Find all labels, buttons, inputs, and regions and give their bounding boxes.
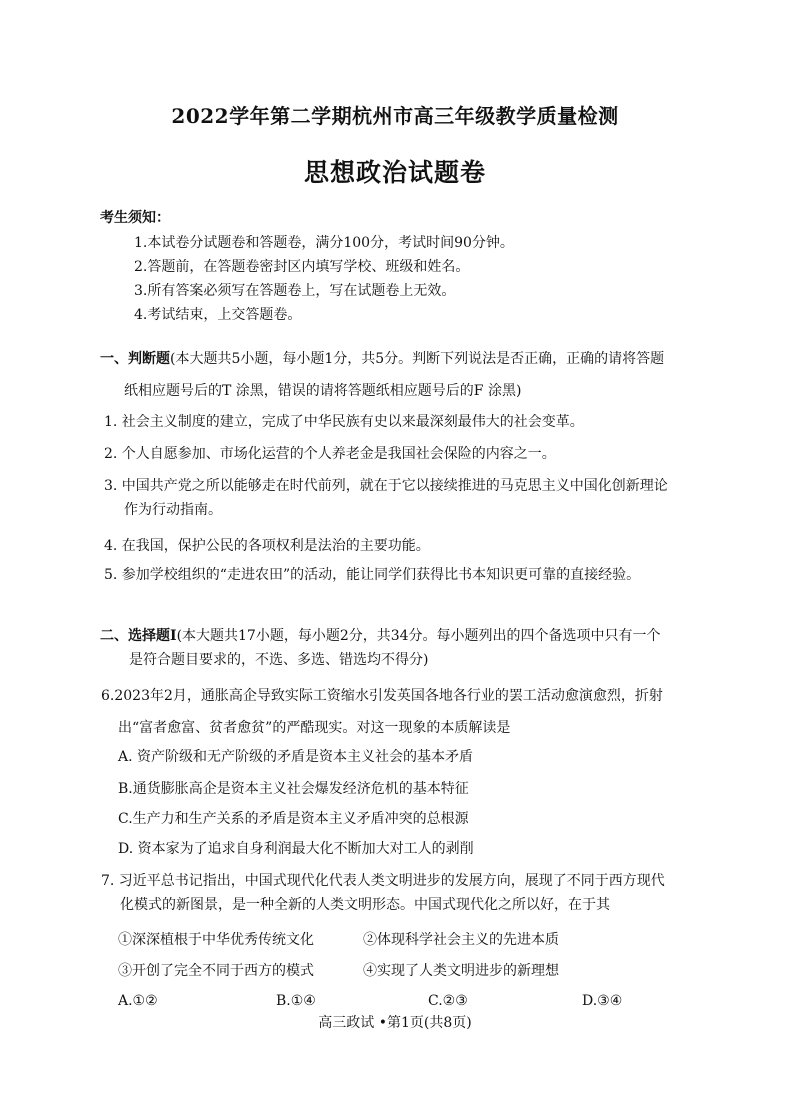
section1-label: 一、判断题: [100, 351, 170, 367]
question-2: 2. 个人自愿参加、市场化运营的个人养老金是我国社会保险的内容之一。: [104, 446, 556, 462]
question-1: 1. 社会主义制度的建立，完成了中华民族有史以来最深刻最伟大的社会变革。: [104, 414, 584, 430]
q6-option-a: A. 资产阶级和无产阶级的矛盾是资本主义社会的基本矛盾: [118, 749, 474, 765]
q7-item-4: ④实现了人类文明进步的新理想: [363, 963, 559, 979]
section1-instructions-cont: 纸相应题号后的T 涂黑，错误的请将答题纸相应题号后的F 涂黑): [124, 383, 522, 399]
section2-instructions: (本大题共17小题，每小题2分，共34分。每小题列出的四个备选项中只有一个: [176, 628, 661, 644]
section2-header: [100, 627, 661, 645]
q7-choice-a: A.①②: [118, 993, 158, 1009]
q6-option-c: C.生产力和生产关系的矛盾是资本主义矛盾冲突的总根源: [118, 811, 469, 827]
q7-item-3: ③开创了完全不同于西方的模式: [118, 963, 314, 979]
exam-subtitle: 思想政治试题卷: [303, 158, 486, 187]
notice-item: 2.答题前，在答题卷密封区内填写学校、班级和姓名。: [134, 259, 470, 275]
q7-item-1: ①深深植根于中华优秀传统文化: [118, 932, 314, 948]
question-6: 6.2023年2月，通胀高企导致实际工资缩水引发英国各地各行业的罢工活动愈演愈烈，折射: [101, 688, 663, 704]
q7-item-2: ②体现科学社会主义的先进本质: [363, 932, 559, 948]
exam-title: 2022学年第二学期杭州市高三年级教学质量检测: [171, 104, 619, 128]
q6-option-d: D. 资本家为了追求自身利润最大化不断加大对工人的剥削: [118, 841, 474, 857]
question-5: 5. 参加学校组织的“走进农田”的活动，能让同学们获得比书本知识更可靠的直接经验。: [104, 567, 641, 583]
notice-heading: 考生须知：: [100, 210, 170, 226]
notice-item: 3.所有答案必须写在答题卷上，写在试题卷上无效。: [134, 283, 456, 299]
q7-choice-c: C.②③: [428, 993, 468, 1009]
question-3: 3. 中国共产党之所以能够走在时代前列，就在于它以接续推进的马克思主义中国化创新理论: [104, 478, 668, 494]
question-7: 7. 习近平总书记指出，中国式现代化代表人类文明进步的发展方向，展现了不同于西方现代: [101, 873, 665, 889]
q7-choice-d: D.③④: [582, 993, 623, 1009]
page-footer: 高三政试 •第1页(共8页): [318, 1015, 472, 1031]
q7-choice-b: B.①④: [276, 993, 316, 1009]
section2-label: 二、选择题Ⅰ: [100, 628, 177, 644]
q6-option-b: B.通货膨胀高企是资本主义社会爆发经济危机的基本特征: [118, 781, 469, 797]
section1-header: [100, 350, 664, 368]
question-3-cont: 作为行动指南。: [124, 502, 222, 518]
section2-instructions-cont: 是符合题目要求的，不选、多选、错选均不得分): [129, 652, 429, 668]
question-4: 4. 在我国，保护公民的各项权利是法治的主要功能。: [104, 538, 430, 554]
notice-item: 4.考试结束，上交答题卷。: [134, 307, 302, 323]
section1-instructions: (本大题共5小题，每小题1分，共5分。判断下列说法是否正确，正确的请将答题: [170, 351, 665, 367]
question-6-cont: 出“富者愈富、贫者愈贫”的严酷现实。对这一现象的本质解读是: [118, 720, 511, 736]
notice-item: 1.本试卷分试题卷和答题卷，满分100分，考试时间90分钟。: [134, 235, 514, 251]
question-7-cont: 化模式的新图景，是一种全新的人类文明形态。中国式现代化之所以好，在于其: [120, 897, 610, 913]
